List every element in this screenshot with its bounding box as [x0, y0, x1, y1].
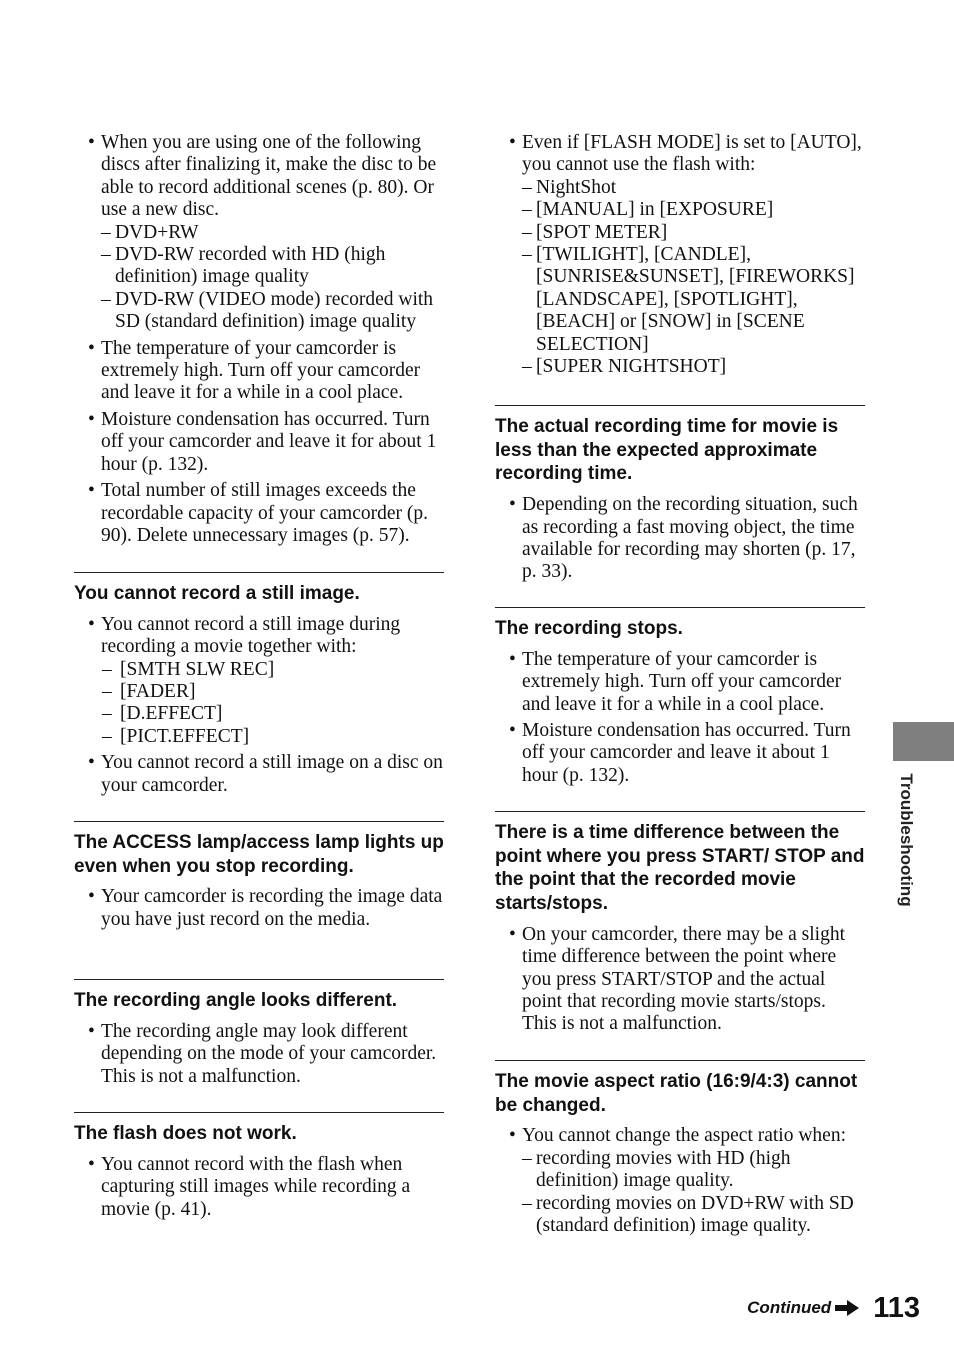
sub-item: – [MANUAL] in [EXPOSURE]: [522, 199, 865, 221]
section-heading: The recording stops.: [495, 618, 683, 639]
bullet-list: [74, 614, 444, 797]
section-intro: [74, 132, 444, 551]
list-item: • On your camcorder, there may be a slight time difference between the point where you press START/STOP and the actual point that recording movie starts/stops. This is not a malfunction.: [495, 924, 865, 1036]
section-heading: The movie aspect ratio (16:9/4:3) cannot be changed.: [495, 1071, 858, 1116]
list-item: • You cannot record a still image on a disc on your camcorder.: [74, 752, 444, 797]
list-item-text: When you are using one of the following discs after finalizing it, make the disc to be able to record additional scenes (p. 80). Or use a new disc.: [101, 132, 437, 221]
list-item: • You cannot record with the flash when capturing still images while recording a movie (p. 41).: [74, 1154, 444, 1221]
list-item: • Your camcorder is recording the image data you have just record on the media.: [74, 886, 444, 931]
bullet-list: [74, 886, 444, 931]
list-item: [74, 614, 444, 748]
section-flash: [74, 1112, 444, 1225]
bullet-list: [495, 649, 865, 787]
section-heading: The actual recording time for movie is less than the expected approximate recording time.: [495, 416, 839, 485]
sub-item: – [D.EFFECT]: [101, 703, 444, 725]
section-heading: There is a time difference between the point where you press START/ STOP and the point that the recorded movie starts/stops.: [495, 822, 865, 915]
list-item: • The temperature of your camcorder is extremely high. Turn off your camcorder and leave it for a while in a cool place.: [74, 338, 444, 405]
section-heading: The flash does not work.: [74, 1123, 297, 1144]
continued-label: Continued: [747, 1298, 832, 1317]
bullet-list: [495, 494, 865, 584]
list-item: • The temperature of your camcorder is extremely high. Turn off your camcorder and leave it for a while in a cool place.: [495, 649, 865, 716]
section-recording-angle: [74, 979, 444, 1092]
page-footer: [747, 1288, 920, 1328]
chapter-label: Troubleshooting: [897, 773, 916, 907]
arrow-right-icon: [835, 1300, 859, 1316]
list-item: • Total number of still images exceeds the recordable capacity of your camcorder (p. 90). Delete unnecessary images (p. 57).: [74, 480, 444, 547]
sub-list: [522, 1148, 865, 1238]
bullet-list: [495, 132, 865, 378]
sub-item: – [SUPER NIGHTSHOT]: [522, 356, 865, 378]
section-still-image: [74, 572, 444, 801]
section-heading: The recording angle looks different.: [74, 990, 398, 1011]
list-item: [74, 132, 444, 334]
sub-item: – [TWILIGHT], [CANDLE], [SUNRISE&SUNSET], [FIREWORKS] [LANDSCAPE], [SPOTLIGHT], [BEACH] or [SNOW] in [SCENE SELECTION]: [522, 244, 865, 356]
sub-item: – recording movies on DVD+RW with SD (standard definition) image quality.: [522, 1193, 865, 1238]
sub-item: – recording movies with HD (high definition) image quality.: [522, 1148, 865, 1193]
sub-item: – DVD+RW: [101, 222, 444, 244]
sub-item: – DVD-RW recorded with HD (high definition) image quality: [101, 244, 444, 289]
bullet-list: [74, 132, 444, 547]
list-item: • Depending on the recording situation, such as recording a fast moving object, the time available for recording may shorten (p. 17, p. 33).: [495, 494, 865, 584]
sub-list: [101, 659, 444, 749]
section-access-lamp: [74, 821, 444, 935]
list-item: [495, 132, 865, 378]
section-aspect-ratio: [495, 1060, 865, 1241]
list-item: • Moisture condensation has occurred. Turn off your camcorder and leave it about 1 hour (p. 132).: [495, 720, 865, 787]
list-item-text: You cannot record a still image during recording a movie together with:: [101, 613, 401, 658]
section-heading: You cannot record a still image.: [74, 583, 360, 604]
sub-item: – DVD-RW (VIDEO mode) recorded with SD (standard definition) image quality: [101, 289, 444, 334]
sub-item: – [PICT.EFFECT]: [101, 726, 444, 748]
sub-item: – NightShot: [522, 177, 865, 199]
section-recording-time: [495, 405, 865, 588]
section-recording-stops: [495, 607, 865, 791]
bullet-list: [74, 1154, 444, 1221]
list-item-text: You cannot change the aspect ratio when:: [522, 1125, 847, 1147]
chapter-tab: [893, 722, 954, 761]
sub-list: [522, 177, 865, 379]
bullet-list: [74, 1021, 444, 1088]
list-item-text: Even if [FLASH MODE] is set to [AUTO], you cannot use the flash with:: [522, 132, 862, 176]
page-number: 113: [873, 1291, 920, 1324]
bullet-list: [495, 1125, 865, 1237]
sub-item: – [FADER]: [101, 681, 444, 703]
section-flash-continued: [495, 132, 865, 382]
list-item: • Moisture condensation has occurred. Turn off your camcorder and leave it for about 1 hour (p. 132).: [74, 409, 444, 476]
list-item: [495, 1125, 865, 1237]
sub-list: [101, 222, 444, 334]
section-time-difference: [495, 811, 865, 1040]
bullet-list: [495, 924, 865, 1036]
list-item: • The recording angle may look different depending on the mode of your camcorder. This is not a malfunction.: [74, 1021, 444, 1088]
section-heading: The ACCESS lamp/access lamp lights up even when you stop recording.: [74, 832, 444, 877]
sub-item: – [SPOT METER]: [522, 222, 865, 244]
sub-item: – [SMTH SLW REC]: [101, 659, 444, 681]
